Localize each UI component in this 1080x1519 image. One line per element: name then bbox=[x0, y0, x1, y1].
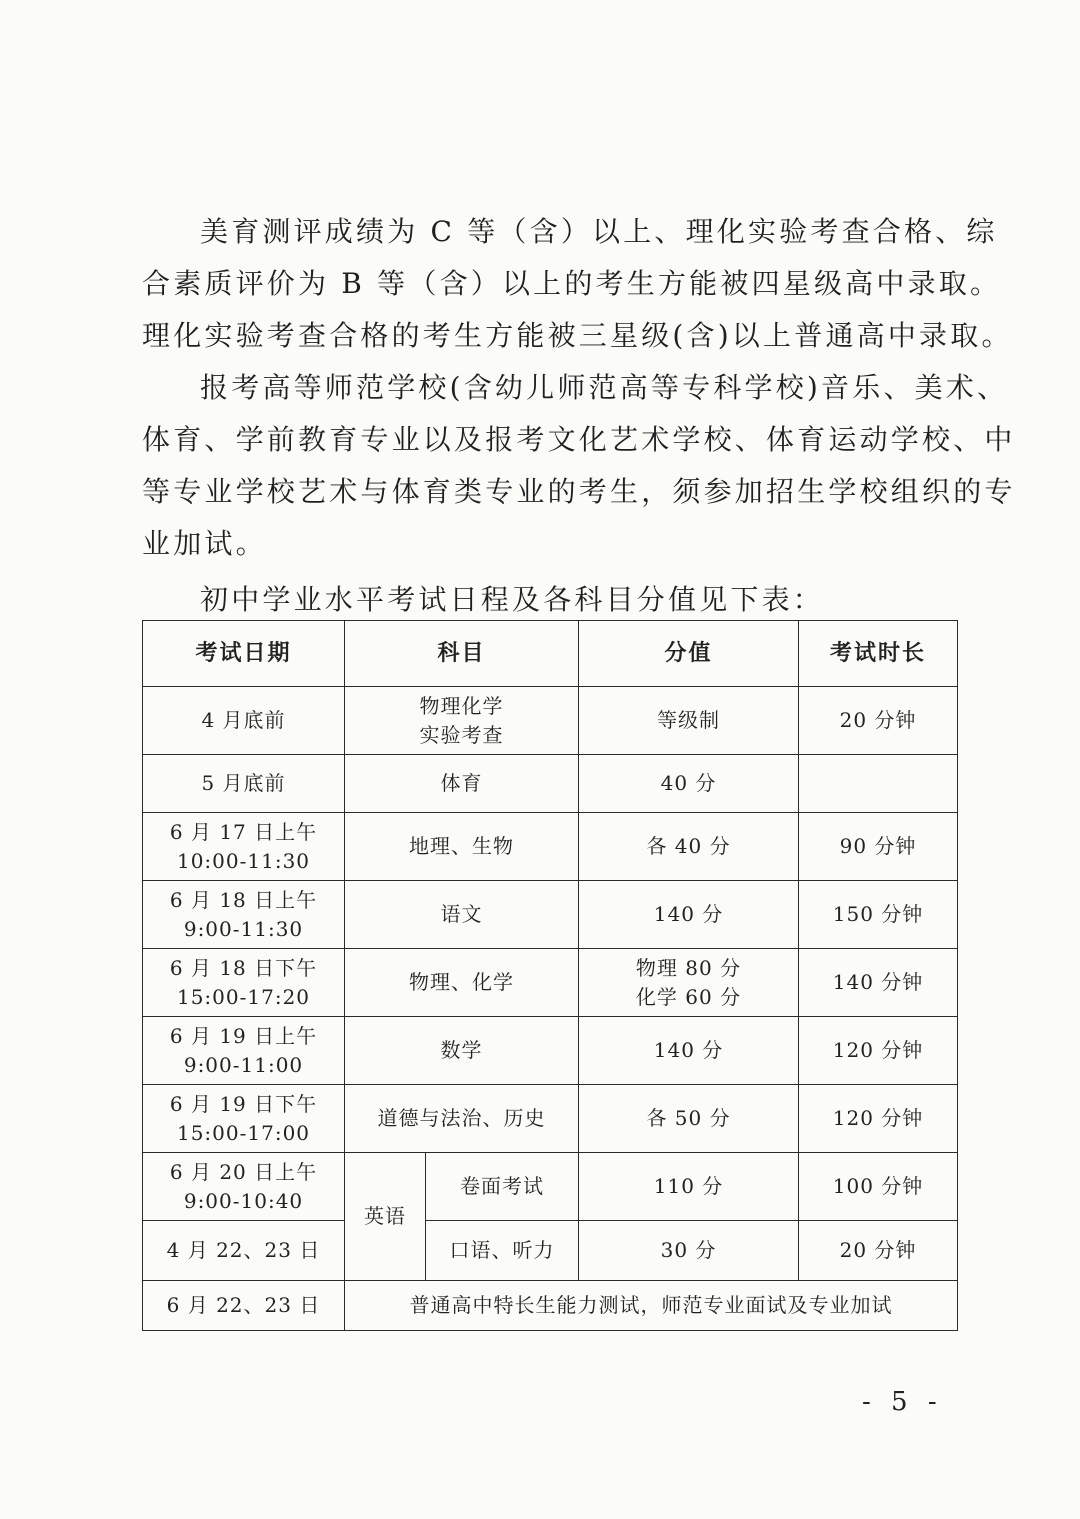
table-row-special-tests bbox=[143, 1281, 958, 1331]
paragraph-admission-criteria bbox=[142, 206, 1013, 362]
cell-score: 各 50 分 bbox=[579, 1085, 799, 1153]
cell-subject: 地理、生物 bbox=[345, 813, 579, 881]
table-row bbox=[143, 687, 958, 755]
table-row bbox=[143, 949, 958, 1017]
page-number: - 5 - bbox=[862, 1387, 943, 1417]
cell-date: 6 月 18 日上午 9:00-11:30 bbox=[143, 881, 345, 949]
exam-schedule-table bbox=[142, 620, 958, 1331]
cell-date: 6 月 19 日上午 9:00-11:00 bbox=[143, 1017, 345, 1085]
table-row bbox=[143, 755, 958, 813]
cell-subject: 语文 bbox=[345, 881, 579, 949]
table-header-row bbox=[143, 621, 958, 687]
cell-date: 6 月 22、23 日 bbox=[143, 1281, 345, 1331]
cell-subject: 物理化学 实验考查 bbox=[345, 687, 579, 755]
cell-duration: 100 分钟 bbox=[799, 1153, 958, 1221]
table-row bbox=[143, 1017, 958, 1085]
cell-subject-part: 口语、听力 bbox=[426, 1221, 579, 1281]
cell-duration: 140 分钟 bbox=[799, 949, 958, 1017]
header-date: 考试日期 bbox=[143, 621, 345, 687]
cell-score: 110 分 bbox=[579, 1153, 799, 1221]
paragraph-line: 等专业学校艺术与体育类专业的考生，须参加招生学校组织的专 bbox=[142, 475, 1016, 508]
paragraph-line: 体育、学前教育专业以及报考文化艺术学校、体育运动学校、中 bbox=[142, 423, 1016, 456]
cell-date: 6 月 17 日上午 10:00-11:30 bbox=[143, 813, 345, 881]
cell-score: 140 分 bbox=[579, 1017, 799, 1085]
cell-date: 6 月 18 日下午 15:00-17:20 bbox=[143, 949, 345, 1017]
cell-duration: 150 分钟 bbox=[799, 881, 958, 949]
table-row bbox=[143, 1085, 958, 1153]
cell-duration: 20 分钟 bbox=[799, 687, 958, 755]
cell-score: 物理 80 分 化学 60 分 bbox=[579, 949, 799, 1017]
cell-duration: 90 分钟 bbox=[799, 813, 958, 881]
cell-score: 等级制 bbox=[579, 687, 799, 755]
table-row bbox=[143, 881, 958, 949]
cell-duration: 120 分钟 bbox=[799, 1017, 958, 1085]
paragraph-line: 合素质评价为 B 等（含）以上的考生方能被四星级高中录取。 bbox=[142, 267, 1002, 300]
cell-date: 6 月 19 日下午 15:00-17:00 bbox=[143, 1085, 345, 1153]
table-row-english-oral bbox=[143, 1221, 958, 1281]
paragraph-line: 业加试。 bbox=[142, 527, 267, 560]
paragraph-special-exams bbox=[142, 362, 1016, 570]
cell-duration: 20 分钟 bbox=[799, 1221, 958, 1281]
header-score: 分值 bbox=[579, 621, 799, 687]
cell-duration: 120 分钟 bbox=[799, 1085, 958, 1153]
cell-subject: 数学 bbox=[345, 1017, 579, 1085]
paragraph-line: 报考高等师范学校(含幼儿师范高等专科学校)音乐、美术、 bbox=[200, 371, 1009, 404]
cell-score: 30 分 bbox=[579, 1221, 799, 1281]
cell-subject-part: 卷面考试 bbox=[426, 1153, 579, 1221]
table-row bbox=[143, 813, 958, 881]
paragraph-line: 理化实验考查合格的考生方能被三星级(含)以上普通高中录取。 bbox=[142, 319, 1013, 352]
cell-date: 4 月底前 bbox=[143, 687, 345, 755]
cell-score: 140 分 bbox=[579, 881, 799, 949]
cell-subject: 物理、化学 bbox=[345, 949, 579, 1017]
cell-score: 各 40 分 bbox=[579, 813, 799, 881]
cell-score: 40 分 bbox=[579, 755, 799, 813]
header-duration: 考试时长 bbox=[799, 621, 958, 687]
cell-duration bbox=[799, 755, 958, 813]
table-intro bbox=[142, 574, 942, 626]
table-row-english-written bbox=[143, 1153, 958, 1221]
paragraph-line: 美育测评成绩为 C 等（含）以上、理化实验考查合格、综 bbox=[200, 215, 998, 248]
cell-subject: 道德与法治、历史 bbox=[345, 1085, 579, 1153]
table-intro-text: 初中学业水平考试日程及各科目分值见下表： bbox=[200, 583, 825, 616]
cell-english-label: 英语 bbox=[345, 1153, 426, 1281]
cell-date: 6 月 20 日上午 9:00-10:40 bbox=[143, 1153, 345, 1221]
cell-subject: 体育 bbox=[345, 755, 579, 813]
header-subject: 科目 bbox=[345, 621, 579, 687]
cell-date: 4 月 22、23 日 bbox=[143, 1221, 345, 1281]
cell-note: 普通高中特长生能力测试，师范专业面试及专业加试 bbox=[345, 1281, 958, 1331]
cell-date: 5 月底前 bbox=[143, 755, 345, 813]
